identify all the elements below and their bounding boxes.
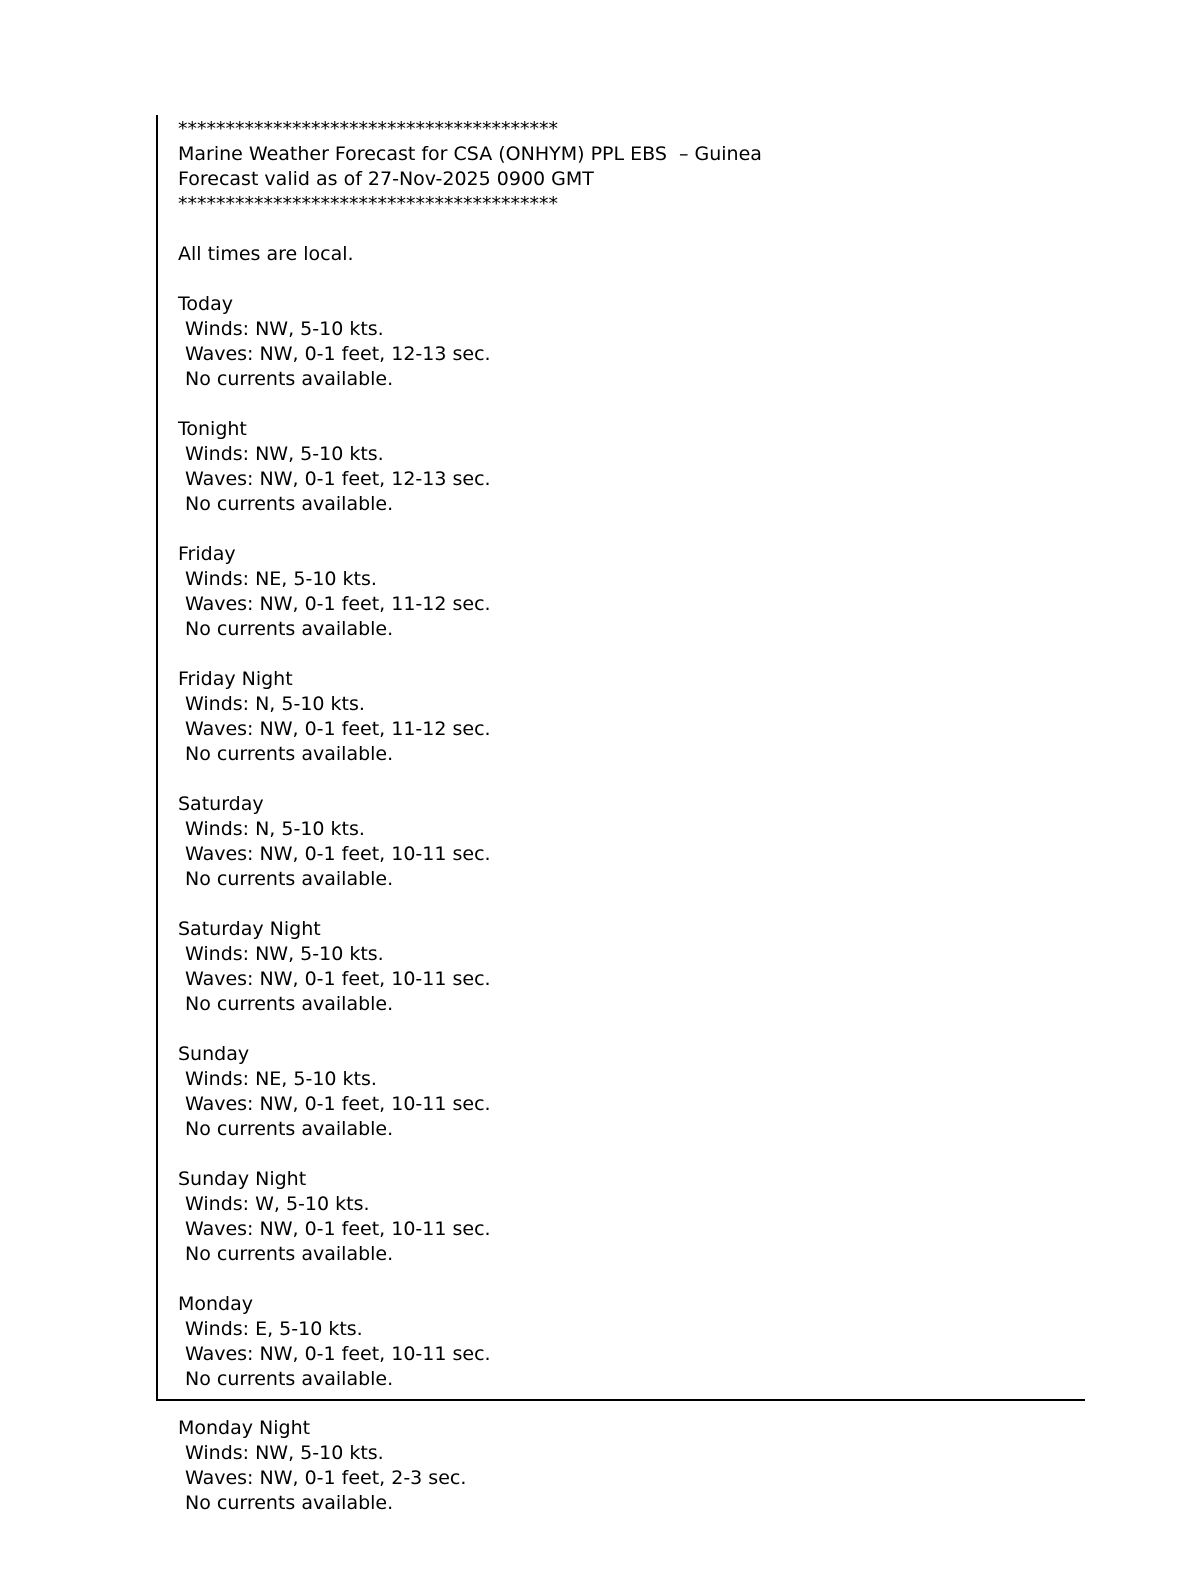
winds-line: Winds: NE, 5-10 kts. bbox=[185, 1068, 377, 1090]
waves-line: Waves: NW, 0-1 feet, 12-13 sec. bbox=[185, 343, 491, 365]
waves-line: Waves: NW, 0-1 feet, 10-11 sec. bbox=[185, 1093, 491, 1115]
currents-line: No currents available. bbox=[185, 1368, 394, 1390]
forecast-valid-line: Forecast valid as of 27-Nov-2025 0900 GMT bbox=[178, 168, 594, 190]
winds-line: Winds: N, 5-10 kts. bbox=[185, 818, 365, 840]
forecast-period: Today bbox=[178, 293, 233, 315]
waves-line: Waves: NW, 0-1 feet, 10-11 sec. bbox=[185, 1218, 491, 1240]
forecast-period: Friday Night bbox=[178, 668, 293, 690]
currents-line: No currents available. bbox=[185, 618, 394, 640]
waves-line: Waves: NW, 0-1 feet, 10-11 sec. bbox=[185, 1343, 491, 1365]
winds-line: Winds: E, 5-10 kts. bbox=[185, 1318, 363, 1340]
forecast-header bbox=[178, 117, 1085, 217]
separator-line-top: **************************************** bbox=[178, 118, 558, 140]
winds-line: Winds: W, 5-10 kts. bbox=[185, 1193, 370, 1215]
forecast-section-saturday-night bbox=[178, 917, 1085, 1017]
currents-line: No currents available. bbox=[185, 743, 394, 765]
winds-line: Winds: NW, 5-10 kts. bbox=[185, 318, 384, 340]
currents-line: No currents available. bbox=[185, 1118, 394, 1140]
forecast-period: Monday bbox=[178, 1293, 254, 1315]
separator-line-bottom: **************************************** bbox=[178, 193, 558, 215]
waves-line: Waves: NW, 0-1 feet, 10-11 sec. bbox=[185, 843, 491, 865]
forecast-section-saturday bbox=[178, 792, 1085, 892]
forecast-box bbox=[156, 115, 1085, 1401]
waves-line: Waves: NW, 0-1 feet, 10-11 sec. bbox=[185, 968, 491, 990]
winds-line: Winds: NW, 5-10 kts. bbox=[185, 943, 384, 965]
waves-line: Waves: NW, 0-1 feet, 12-13 sec. bbox=[185, 468, 491, 490]
currents-line: No currents available. bbox=[185, 368, 394, 390]
waves-line: Waves: NW, 0-1 feet, 2-3 sec. bbox=[185, 1467, 467, 1489]
forecast-period: Sunday bbox=[178, 1043, 250, 1065]
forecast-period: Sunday Night bbox=[178, 1168, 307, 1190]
currents-line: No currents available. bbox=[185, 868, 394, 890]
winds-line: Winds: NW, 5-10 kts. bbox=[185, 1442, 384, 1464]
forecast-section-tonight bbox=[178, 417, 1085, 517]
waves-line: Waves: NW, 0-1 feet, 11-12 sec. bbox=[185, 718, 491, 740]
winds-line: Winds: NE, 5-10 kts. bbox=[185, 568, 377, 590]
forecast-title: Marine Weather Forecast for CSA (ONHYM) PPL EBS – Guinea bbox=[178, 143, 762, 165]
currents-line: No currents available. bbox=[185, 493, 394, 515]
currents-line: No currents available. bbox=[185, 1492, 394, 1514]
currents-line: No currents available. bbox=[185, 993, 394, 1015]
forecast-period: Saturday Night bbox=[178, 918, 321, 940]
forecast-section-monday bbox=[178, 1292, 1085, 1392]
local-time-note bbox=[178, 242, 1085, 267]
forecast-section-friday-night bbox=[178, 667, 1085, 767]
forecast-section-friday bbox=[178, 542, 1085, 642]
winds-line: Winds: N, 5-10 kts. bbox=[185, 693, 365, 715]
forecast-section-sunday bbox=[178, 1042, 1085, 1142]
forecast-period: Monday Night bbox=[178, 1417, 311, 1439]
forecast-period: Friday bbox=[178, 543, 236, 565]
waves-line: Waves: NW, 0-1 feet, 11-12 sec. bbox=[185, 593, 491, 615]
forecast-section-sunday-night bbox=[178, 1167, 1085, 1267]
winds-line: Winds: NW, 5-10 kts. bbox=[185, 443, 384, 465]
currents-line: No currents available. bbox=[185, 1243, 394, 1265]
forecast-period: Tonight bbox=[178, 418, 247, 440]
forecast-period: Saturday bbox=[178, 793, 264, 815]
note-line: All times are local. bbox=[178, 243, 354, 265]
forecast-section-today bbox=[178, 292, 1085, 392]
forecast-section-monday-night bbox=[178, 1416, 466, 1516]
